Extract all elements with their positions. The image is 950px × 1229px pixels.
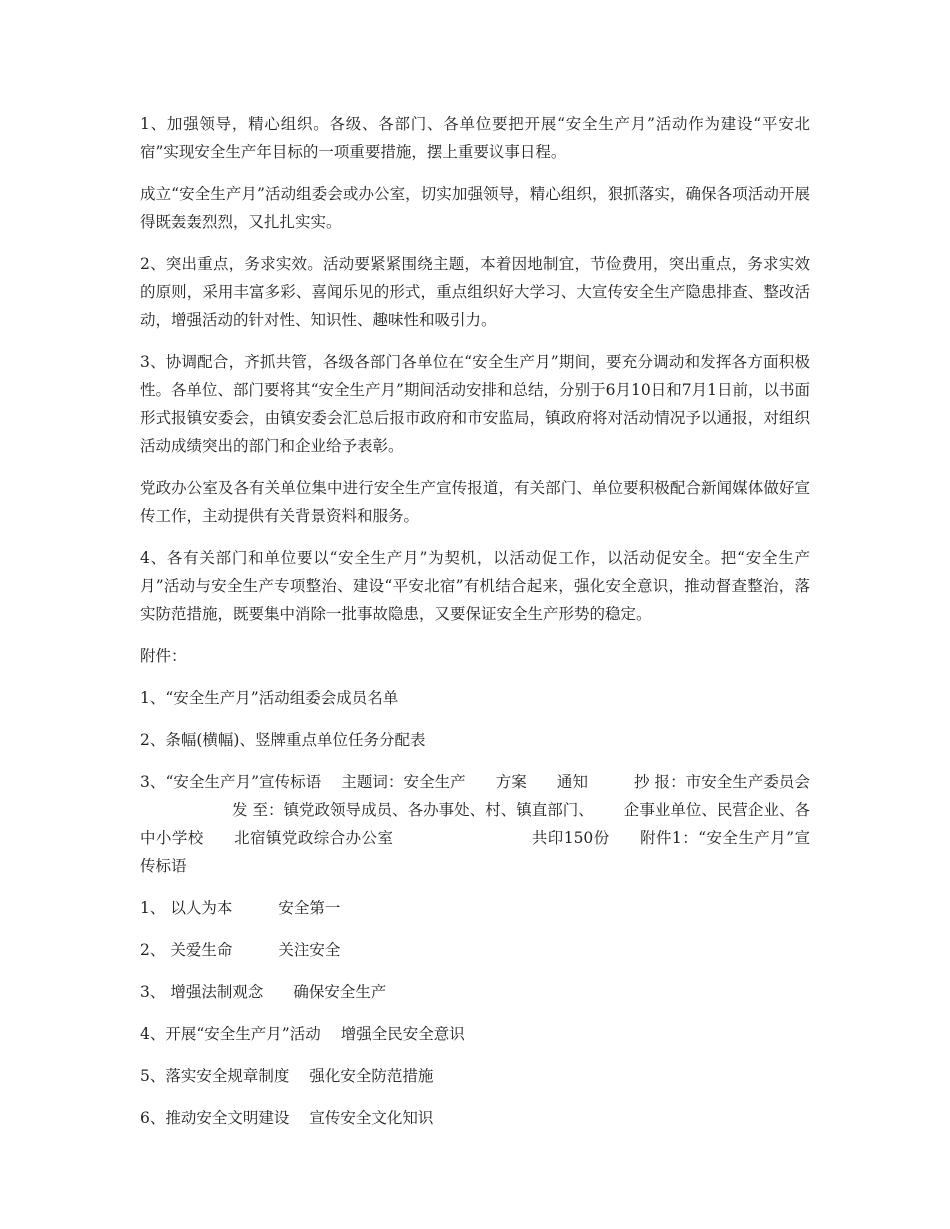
slogan-5 — [140, 1062, 810, 1090]
attachment1-title: 附件1：“安全生产月”宣传标语 — [140, 829, 810, 875]
paragraph-3: 2、突出重点，务求实效。活动要紧紧围绕主题，本着因地制宜，节俭费用，突出重点，务求实效的原则，采用丰富多彩、喜闻乐见的形式，重点组织好大学习、大宣传安全生产隐患排查、整改活动，增强活动的针对性、知识性、趣味性和吸引力。 — [140, 255, 810, 329]
paragraph-5: 党政办公室及各有关单位集中进行安全生产宣传报道，有关部门、单位要积极配合新闻媒体做好宣传工作，主动提供有关背景资料和服务。 — [140, 479, 810, 525]
slogan-part-a: 开展“安全生产月”活动 — [165, 1025, 321, 1043]
paragraph-1: 1、加强领导，精心组织。各级、各部门、各单位要把开展“安全生产月”活动作为建设“平安北宿”实现安全生产年目标的一项重要措施，摆上重要议事日程。 — [140, 115, 810, 161]
slogan-num: 6、 — [140, 1109, 166, 1127]
attachment-item-2: 2、条幅(横幅)、竖牌重点单位任务分配表 — [140, 731, 426, 749]
keyword-3: 通知 — [556, 773, 588, 791]
slogan-part-b: 增强全民安全意识 — [340, 1025, 465, 1043]
slogan-3 — [140, 978, 810, 1006]
print-count: 共印150份 — [531, 829, 610, 847]
slogan-part-b: 强化安全防范措施 — [309, 1067, 434, 1085]
slogan-num: 4、 — [140, 1025, 166, 1043]
attachments-label: 附件： — [140, 647, 187, 665]
slogan-num: 2、 — [140, 941, 166, 959]
slogan-num: 1、 — [140, 899, 166, 917]
slogan-part-b: 关注安全 — [278, 941, 341, 959]
document-page — [140, 110, 810, 1146]
slogan-part-b: 确保安全生产 — [293, 983, 387, 1001]
slogan-part-a: 落实安全规章制度 — [165, 1067, 290, 1085]
keywords-label: 主题词： — [341, 773, 404, 791]
slogan-part-a: 推动安全文明建设 — [165, 1109, 290, 1127]
paragraph-6: 4、各有关部门和单位要以“安全生产月”为契机，以活动促工作，以活动促安全。把“安全生产月”活动与安全生产专项整治、建设“平安北宿”有机结合起来，强化安全意识，推动督查整治，落实防范措施，既要集中消除一批事故隐患，又要保证安全生产形势的稳定。 — [140, 549, 810, 623]
slogan-num: 3、 — [140, 983, 166, 1001]
cc-label: 抄 报： — [634, 773, 686, 791]
attachment-item-1: 1、“安全生产月”活动组委会成员名单 — [140, 689, 399, 707]
slogan-part-b: 宣传安全文化知识 — [309, 1109, 434, 1127]
send-label: 发 至： — [232, 801, 284, 819]
slogan-part-a: 关爱生命 — [170, 941, 233, 959]
paragraph-2: 成立“安全生产月”活动组委会或办公室，切实加强领导，精心组织，狠抓落实，确保各项活动开展得既轰轰烈烈，又扎扎实实。 — [140, 185, 810, 231]
keyword-1: 安全生产 — [403, 773, 466, 791]
slogan-part-a: 以人为本 — [170, 899, 233, 917]
send-value: 镇党政领导成员、各办事处、村、镇直部门、 — [283, 801, 594, 819]
slogan-num: 5、 — [140, 1067, 166, 1085]
slogan-1 — [140, 894, 810, 922]
cc-value: 市安全生产委员会 — [685, 773, 810, 791]
slogan-2 — [140, 936, 810, 964]
slogan-4 — [140, 1020, 810, 1048]
paragraph-4: 3、协调配合，齐抓共管，各级各部门各单位在“安全生产月”期间，要充分调动和发挥各方面积极性。各单位、部门要将其“安全生产月”期间活动安排和总结，分别于6月10日和7月1日前，以书面形式报镇安委会，由镇安委会汇总后报市政府和市安监局，镇政府将对活动情况予以通报，对组织活动成绩突出的部门和企业给予表彰。 — [140, 353, 810, 455]
slogan-6 — [140, 1104, 810, 1132]
slogan-part-b: 安全第一 — [278, 899, 341, 917]
keyword-2: 方案 — [495, 773, 527, 791]
footer-block — [140, 768, 810, 880]
slogan-part-a: 增强法制观念 — [170, 983, 264, 1001]
send-value-2: 企事业单位、民营企业、各中小学校 — [140, 801, 810, 847]
attachment-item-3: 3、“安全生产月”宣传标语 — [140, 773, 322, 791]
issuer: 北宿镇党政综合办公室 — [233, 829, 394, 847]
